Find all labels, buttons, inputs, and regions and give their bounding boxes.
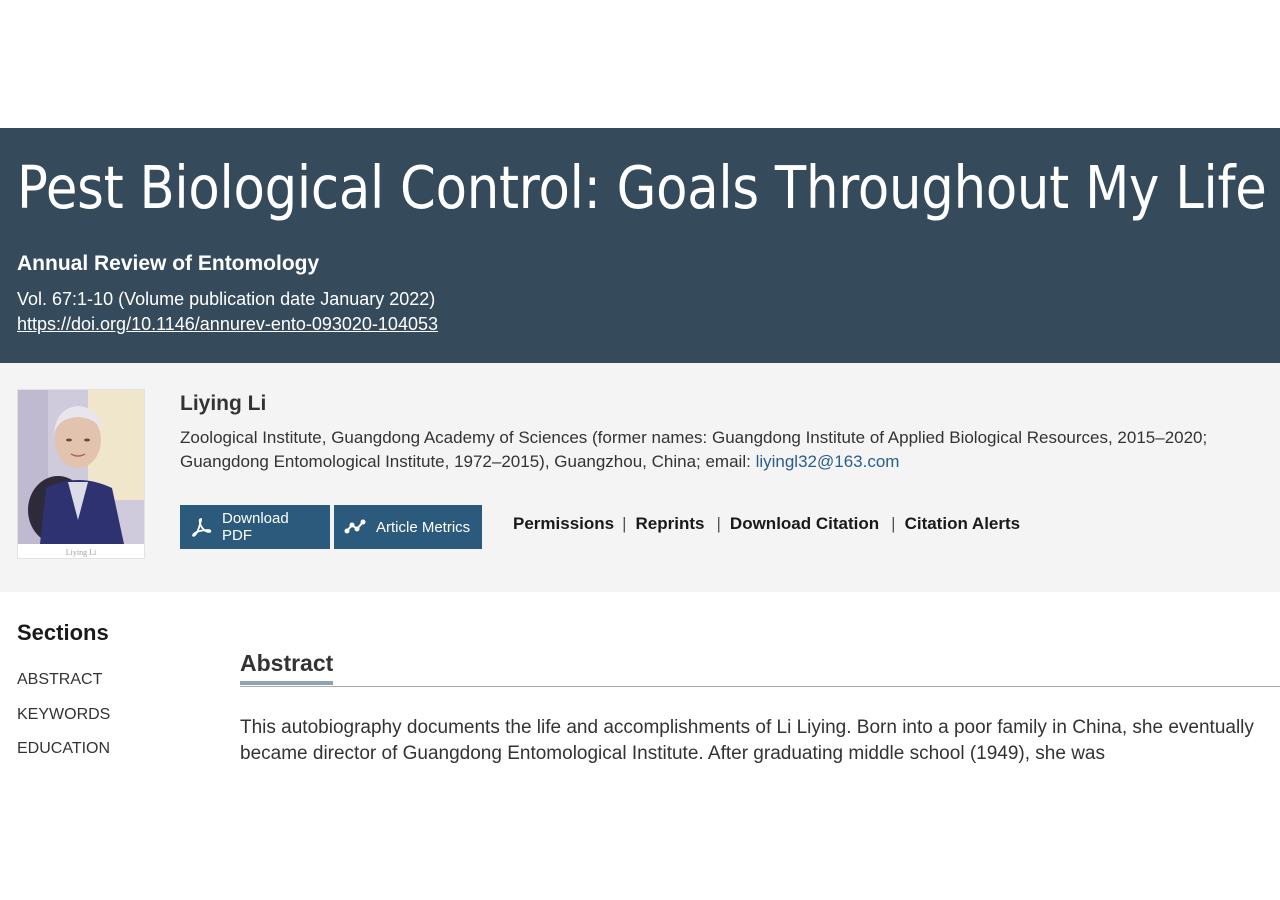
author-band xyxy=(0,363,1280,592)
sections-nav xyxy=(17,670,110,774)
article-content xyxy=(0,592,1280,900)
section-link-education[interactable]: EDUCATION xyxy=(17,740,111,757)
permissions-link[interactable]: Permissions xyxy=(513,514,615,533)
sections-heading: Sections xyxy=(17,620,109,645)
author-name: Liying Li xyxy=(180,392,267,415)
separator: | xyxy=(891,514,896,533)
article-metrics-button[interactable] xyxy=(334,505,482,549)
doi-link[interactable]: https://doi.org/10.1146/annurev-ento-093020-104053 xyxy=(17,314,438,334)
author-affiliation xyxy=(180,426,1240,474)
download-citation-link[interactable]: Download Citation xyxy=(729,514,880,533)
author-photo xyxy=(17,389,145,559)
affiliation-text: Zoological Institute, Guangdong Academy of Sciences (former names: Guangdong Institute of Applied Biological Resources, 2015–2020; Guangdong Entomological Institute, 1972–2015), Guangzhou, China; email: xyxy=(180,428,1208,471)
top-blank-area xyxy=(0,0,1280,128)
author-email-link[interactable]: liyingl32@163.com xyxy=(755,452,900,471)
author-portrait xyxy=(18,390,144,544)
metrics-graph-icon xyxy=(344,516,366,538)
acrobat-icon xyxy=(190,516,212,538)
download-pdf-button[interactable] xyxy=(180,505,330,549)
article-header xyxy=(0,128,1280,363)
photo-caption: Liying Li xyxy=(65,548,97,557)
reprints-link[interactable]: Reprints xyxy=(635,514,705,533)
abstract-heading: Abstract xyxy=(240,650,333,685)
section-link-abstract[interactable]: ABSTRACT xyxy=(17,671,103,688)
abstract-text: This autobiography documents the life and accomplishments of Li Liying. Born into a poor family in China, she eventually became director of Guangdong Entomological Institute. After graduating middle school (1949), she was xyxy=(240,717,1254,764)
citation-alerts-link[interactable]: Citation Alerts xyxy=(904,514,1021,533)
tool-links xyxy=(513,514,1020,534)
separator: | xyxy=(622,514,627,533)
separator: | xyxy=(716,514,721,533)
article-title: Pest Biological Control: Goals Throughout My Life xyxy=(17,153,1267,222)
abstract-divider xyxy=(240,686,1280,687)
article-metrics-label: Article Metrics xyxy=(376,518,471,536)
volume-info: Vol. 67:1-10 (Volume publication date January 2022) xyxy=(17,289,436,309)
download-pdf-label: Download PDF xyxy=(222,510,289,544)
section-link-keywords[interactable]: KEYWORDS xyxy=(17,705,111,723)
journal-name[interactable]: Annual Review of Entomology xyxy=(17,252,320,275)
